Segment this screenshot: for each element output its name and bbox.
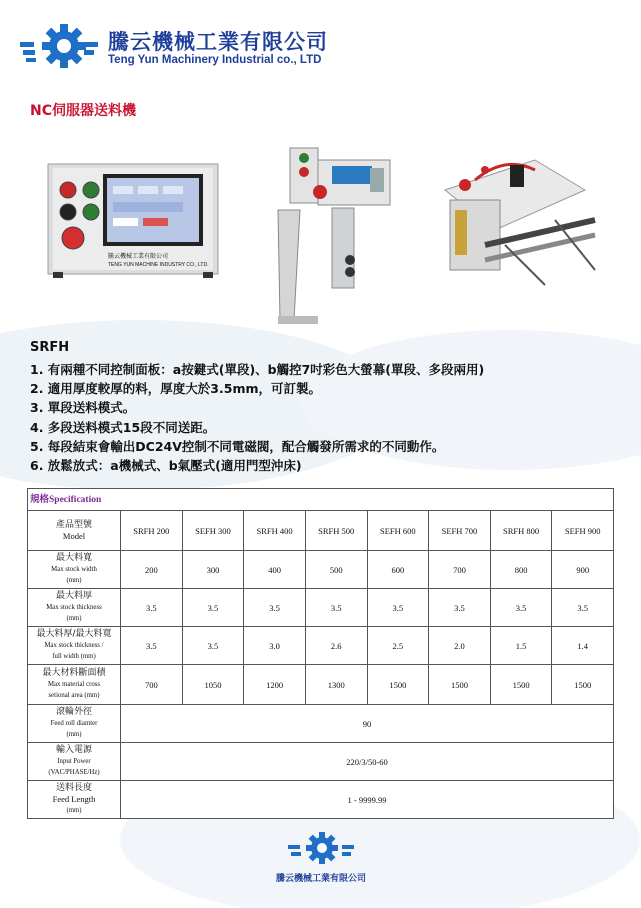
table-row xyxy=(28,743,614,781)
feature-item: 4. 多段送料模式15段不同送距。 xyxy=(30,419,216,435)
table-cell: SEFH 700 xyxy=(429,511,491,551)
row-header: 最大料厚/最大料寬 Max stock thickness / full width (mm) xyxy=(28,627,121,665)
table-cell: 3.5 xyxy=(244,589,306,627)
table-row xyxy=(28,589,614,627)
panel-brand-en: TENG YUN MACHINE INDUSTRY CO., LTD. xyxy=(108,262,209,268)
table-cell: 1200 xyxy=(244,665,306,705)
spec-heading: 規格Specification xyxy=(27,488,614,510)
row-header: 產品型號 Model xyxy=(28,511,121,551)
table-cell: SRFH 200 xyxy=(121,511,183,551)
table-cell: SEFH 600 xyxy=(367,511,429,551)
table-cell: 700 xyxy=(121,665,183,705)
gear-logo-icon xyxy=(20,22,100,70)
feature-item: 2. 適用厚度較厚的料，厚度大於3.5mm，可訂製。 xyxy=(30,381,321,397)
table-cell: 1.5 xyxy=(490,627,552,665)
spec-table-section xyxy=(27,488,614,819)
table-cell: 800 xyxy=(490,551,552,589)
table-cell: 600 xyxy=(367,551,429,589)
row-header: 最大材料斷面積 Max material cross setional area (mm) xyxy=(28,665,121,705)
table-cell: 3.5 xyxy=(429,589,491,627)
feature-item: 3. 單段送料模式。 xyxy=(30,400,136,416)
table-cell: 3.5 xyxy=(182,589,244,627)
table-cell: SEFH 900 xyxy=(552,511,614,551)
table-cell: 900 xyxy=(552,551,614,589)
table-cell: 90 xyxy=(121,705,614,743)
panel-brand-zh: 騰云機械工業有限公司 xyxy=(108,253,169,260)
table-cell: 2.5 xyxy=(367,627,429,665)
table-cell: SEFH 300 xyxy=(182,511,244,551)
table-cell: 1300 xyxy=(305,665,367,705)
table-row xyxy=(28,705,614,743)
feature-item: 6. 放鬆放式：a機械式、b氣壓式(適用門型沖床) xyxy=(30,458,302,474)
table-cell: 1500 xyxy=(490,665,552,705)
table-cell: 1 - 9999.99 xyxy=(121,781,614,819)
table-cell: SRFH 800 xyxy=(490,511,552,551)
table-cell: 3.5 xyxy=(490,589,552,627)
table-row xyxy=(28,627,614,665)
table-row xyxy=(28,665,614,705)
table-cell: SRFH 500 xyxy=(305,511,367,551)
table-cell: 1500 xyxy=(367,665,429,705)
header xyxy=(20,22,350,80)
table-cell: 3.5 xyxy=(305,589,367,627)
table-cell: 3.5 xyxy=(182,627,244,665)
table-cell: 2.0 xyxy=(429,627,491,665)
row-header: 送料長度 Feed Length (mm) xyxy=(28,781,121,819)
feature-item: 1. 有兩種不同控制面板：a按鍵式(單段)、b觸控7吋彩色大螢幕(單段、多段兩用) xyxy=(30,362,485,377)
footer-gear-logo-icon xyxy=(288,830,356,866)
table-cell: 3.5 xyxy=(367,589,429,627)
table-cell: 3.5 xyxy=(552,589,614,627)
control-panel-photo xyxy=(43,160,223,280)
spec-table xyxy=(27,510,614,819)
table-cell: 3.5 xyxy=(121,589,183,627)
product-title: NC伺服器送料機 xyxy=(30,103,136,119)
row-header: 最大料寬 Max stock width (mm) xyxy=(28,551,121,589)
table-row xyxy=(28,551,614,589)
table-row xyxy=(28,781,614,819)
table-cell: 1500 xyxy=(552,665,614,705)
table-cell: 220/3/50-60 xyxy=(121,743,614,781)
model-code: SRFH xyxy=(30,340,70,355)
company-name-en: Teng Yun Machinery Industrial co., LTD xyxy=(108,54,322,66)
table-row xyxy=(28,511,614,551)
table-cell: 1500 xyxy=(429,665,491,705)
feeder-stand-photo xyxy=(270,140,400,330)
table-cell: 3.0 xyxy=(244,627,306,665)
table-cell: 1.4 xyxy=(552,627,614,665)
row-header: 最大料厚 Max stock thickness (mm) xyxy=(28,589,121,627)
table-cell: 700 xyxy=(429,551,491,589)
company-name-zh: 騰云機械工業有限公司 xyxy=(108,30,328,54)
table-cell: 300 xyxy=(182,551,244,589)
table-cell: 3.5 xyxy=(121,627,183,665)
table-cell: 500 xyxy=(305,551,367,589)
roller-feeder-photo xyxy=(425,150,600,290)
row-header: 滾輪外徑 Feed roll diamter (mm) xyxy=(28,705,121,743)
row-header: 輸入電源 Input Power (VAC/PHASE/Hz) xyxy=(28,743,121,781)
table-cell: 1050 xyxy=(182,665,244,705)
table-cell: 2.6 xyxy=(305,627,367,665)
footer-company-name: 騰云機械工業有限公司 xyxy=(276,874,367,884)
table-cell: SRFH 400 xyxy=(244,511,306,551)
table-cell: 400 xyxy=(244,551,306,589)
table-cell: 200 xyxy=(121,551,183,589)
feature-list xyxy=(30,360,484,475)
feature-item: 5. 每段結束會輸出DC24V控制不同電磁閥，配合觸發所需求的不同動作。 xyxy=(30,438,445,454)
